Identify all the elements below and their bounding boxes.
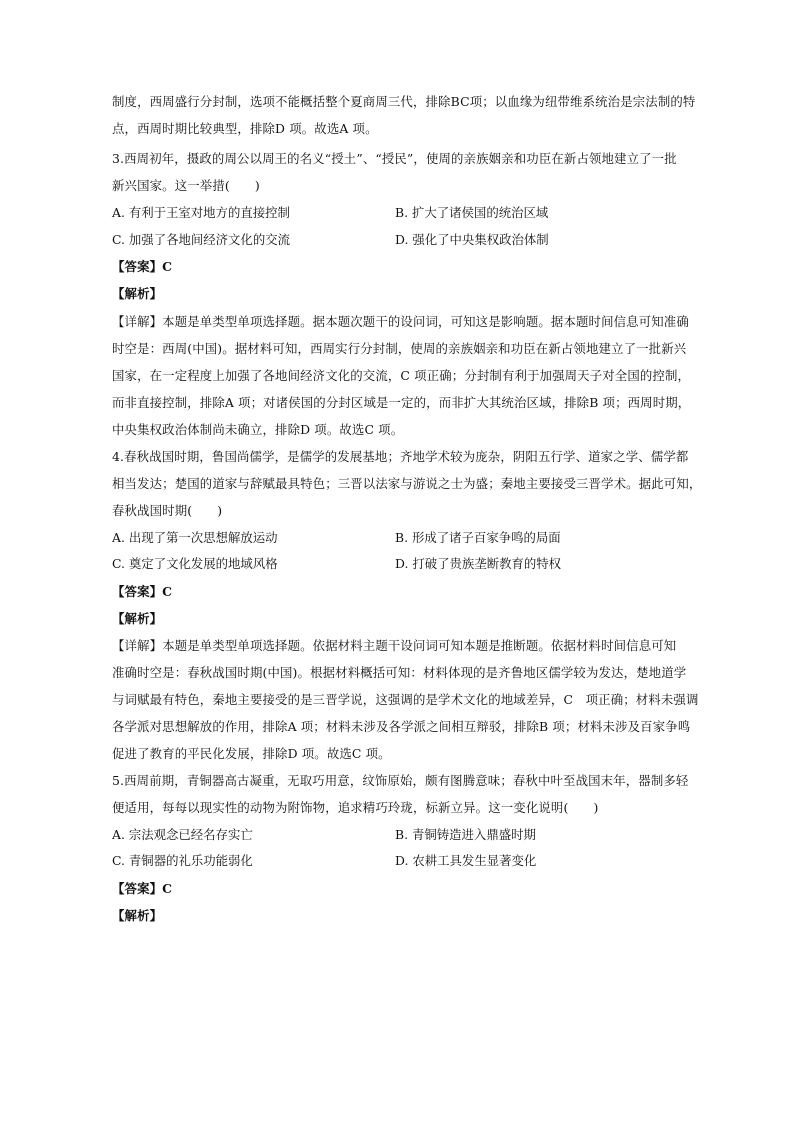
question-5-option-a: A. 宗法观念已经名存实亡 bbox=[112, 827, 253, 842]
question-4-option-b: B. 形成了诸子百家争鸣的局面 bbox=[395, 530, 561, 545]
question-5-option-d: D. 农耕工具发生显著变化 bbox=[395, 853, 537, 868]
text-line: 点，西周时期比较典型，排除D 项。故选A 项。 bbox=[112, 121, 378, 136]
question-3-detail: 而非直接控制，排除A 项；对诸侯国的分封区域是一定的，而非扩大其统治区域，排除B 项；西周时期， bbox=[112, 395, 691, 410]
question-3-detail: 【详解】本题是单类型单项选择题。据本题次题干的设问词，可知这是影响题。据本题时间信息可知准确 bbox=[112, 314, 689, 329]
question-3-option-b: B. 扩大了诸侯国的统治区域 bbox=[395, 205, 549, 220]
question-3-option-a: A. 有利于王室对地方的直接控制 bbox=[112, 205, 290, 220]
question-4-option-c: C. 奠定了文化发展的地域风格 bbox=[112, 556, 278, 571]
question-3-answer: 【答案】C bbox=[112, 259, 173, 274]
question-3-option-c: C. 加强了各地间经济文化的交流 bbox=[112, 232, 290, 247]
question-3-detail: 时空是：西周(中国)。据材料可知，西周实行分封制，使周的亲族姻亲和功臣在新占领地建立了一批新兴 bbox=[112, 341, 687, 356]
question-4-detail: 准确时空是：春秋战国时期(中国)。根据材料概括可知：材料体现的是齐鲁地区儒学较为发达，楚地道学 bbox=[112, 665, 687, 680]
question-3-stem: 3.西周初年，摄政的周公以周王的名义“授土”、“授民”，使周的亲族姻亲和功臣在新占领地建立了一批 bbox=[112, 151, 677, 166]
question-5-analysis-label: 【解析】 bbox=[112, 908, 163, 923]
question-4-stem: 春秋战国时期( ) bbox=[112, 503, 223, 518]
question-3-analysis-label: 【解析】 bbox=[112, 286, 163, 301]
question-4-option-d: D. 打破了贵族垄断教育的特权 bbox=[395, 556, 562, 571]
question-5-stem: 5.西周前期，青铜器高古凝重，无取巧用意，纹饰原始，颇有图腾意味；春秋中叶至战国末年，器制多轻 bbox=[112, 773, 689, 788]
question-5-stem: 便适用，每每以现实性的动物为附饰物，追求精巧玲珑，标新立异。这一变化说明( ) bbox=[112, 800, 599, 815]
question-3-stem: 新兴国家。这一举措( ) bbox=[112, 178, 260, 193]
question-4-analysis-label: 【解析】 bbox=[112, 611, 163, 626]
text-line: 制度，西周盛行分封制，选项不能概括整个夏商周三代，排除BC项；以血缘为纽带维系统治是宗法制的特 bbox=[112, 94, 696, 109]
question-4-stem: 4.春秋战国时期，鲁国尚儒学，是儒学的发展基地；齐地学术较为庞杂，阴阳五行学、道家之学、儒学都 bbox=[112, 449, 689, 464]
question-3-detail: 国家，在一定程度上加强了各地间经济文化的交流，C 项正确；分封制有利于加强周天子对全国的控制， bbox=[112, 368, 691, 383]
question-3-option-d: D. 强化了中央集权政治体制 bbox=[395, 232, 549, 247]
question-5-option-c: C. 青铜器的礼乐功能弱化 bbox=[112, 853, 253, 868]
question-4-answer: 【答案】C bbox=[112, 584, 173, 599]
question-5-answer: 【答案】C bbox=[112, 881, 173, 896]
question-3-detail: 中央集权政治体制尚未确立，排除D 项。故选C 项。 bbox=[112, 422, 404, 437]
question-4-detail: 各学派对思想解放的作用，排除A 项；材料未涉及各学派之间相互辩驳，排除B 项；材料未涉及百家争鸣 bbox=[112, 719, 691, 734]
question-4-detail: 促进了教育的平民化发展，排除D 项。故选C 项。 bbox=[112, 746, 391, 761]
question-4-stem: 相当发达；楚国的道家与辞赋最具特色；三晋以法家与游说之士为盛；秦地主要接受三晋学术。据此可知， bbox=[112, 476, 702, 491]
question-4-option-a: A. 出现了第一次思想解放运动 bbox=[112, 530, 278, 545]
question-4-detail: 与词赋最有特色，秦地主要接受的是三晋学说，这强调的是学术文化的地域差异，C 项正确；材料未强调 bbox=[112, 692, 699, 707]
question-5-option-b: B. 青铜铸造进入鼎盛时期 bbox=[395, 827, 536, 842]
question-4-detail: 【详解】本题是单类型单项选择题。依据材料主题干设问词可知本题是推断题。依据材料时间信息可知 bbox=[112, 638, 677, 653]
